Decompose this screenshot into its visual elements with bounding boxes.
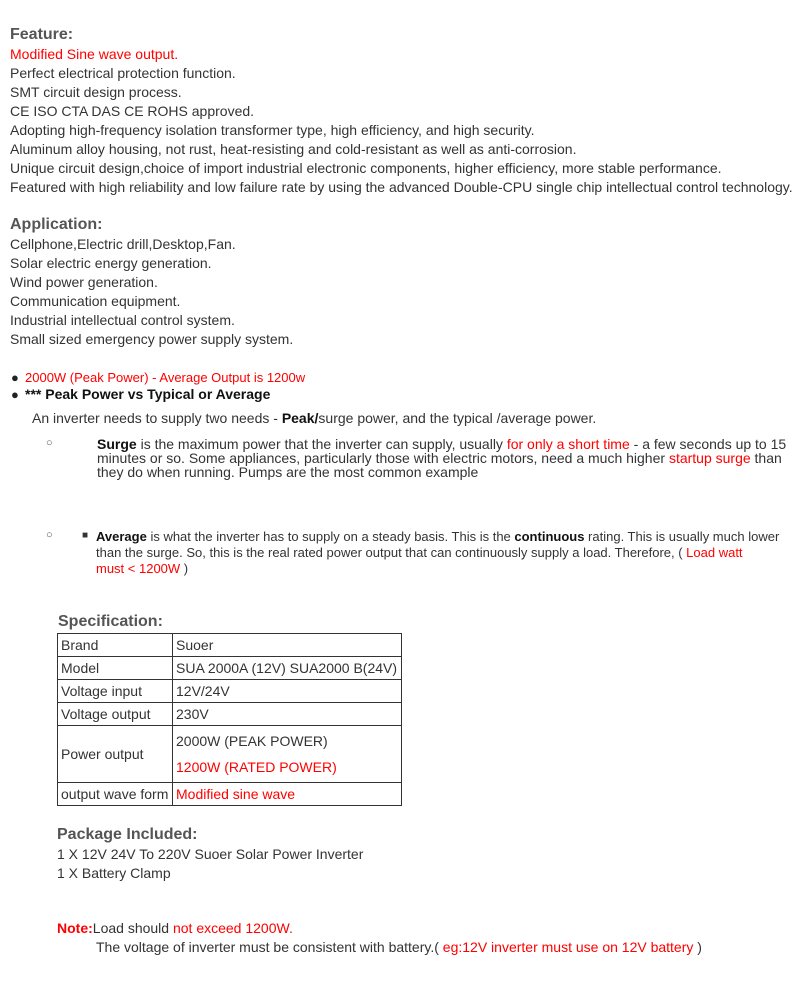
power-peak-value: 2000W (PEAK POWER) bbox=[176, 733, 328, 749]
feature-heading: Feature: bbox=[10, 26, 74, 43]
application-item: Industrial intellectual control system. bbox=[10, 312, 235, 328]
note-text: The voltage of inverter must be consistent with battery.( bbox=[96, 939, 443, 955]
average-continuous: continuous bbox=[514, 529, 585, 544]
peak-power-bullet: 2000W (Peak Power) - Average Output is 1200w bbox=[25, 370, 306, 385]
average-term: Average bbox=[96, 529, 147, 544]
application-item: Communication equipment. bbox=[10, 293, 181, 309]
inverter-intro bbox=[32, 410, 596, 426]
average-line bbox=[96, 545, 779, 561]
feature-item: Featured with high reliability and low failure rate by using the advanced Double-CPU single chip intellectual control technology. bbox=[10, 179, 793, 195]
average-line bbox=[96, 529, 779, 545]
surge-text: - a few seconds up to 15 bbox=[629, 436, 787, 452]
spec-value: Suoer bbox=[173, 634, 402, 657]
spec-label: Brand bbox=[58, 634, 173, 657]
spec-label: output wave form bbox=[58, 783, 173, 806]
surge-line bbox=[97, 451, 786, 465]
package-heading: Package Included: bbox=[57, 826, 198, 843]
package-list bbox=[57, 845, 363, 883]
circle-bullet-icon: ○ bbox=[46, 529, 53, 541]
note-line bbox=[96, 939, 702, 955]
application-item: Small sized emergency power supply system. bbox=[10, 331, 294, 347]
spec-label: Voltage output bbox=[58, 703, 173, 726]
specification-heading: Specification: bbox=[58, 613, 163, 630]
spec-label: Model bbox=[58, 657, 173, 680]
table-row bbox=[58, 703, 402, 726]
note-label: Note: bbox=[57, 920, 93, 936]
application-item: Solar electric energy generation. bbox=[10, 255, 212, 271]
average-line bbox=[96, 561, 779, 577]
feature-item: SMT circuit design process. bbox=[10, 84, 182, 100]
average-highlight: must < 1200W bbox=[96, 561, 181, 576]
note-highlight: eg:12V inverter must use on 12V battery bbox=[442, 939, 694, 955]
circle-bullet-icon: ○ bbox=[46, 437, 53, 449]
table-row bbox=[58, 657, 402, 680]
average-text: than the surge. So, this is the real rated power output that can continuously supply a load. Therefore, ( bbox=[96, 545, 687, 560]
feature-item: Modified Sine wave output. bbox=[10, 46, 179, 62]
average-highlight: Load watt bbox=[686, 545, 743, 560]
surge-line bbox=[97, 437, 786, 451]
application-heading: Application: bbox=[10, 216, 103, 233]
spec-value: SUA 2000A (12V) SUA2000 B(24V) bbox=[173, 657, 402, 680]
table-row bbox=[58, 634, 402, 657]
surge-paragraph bbox=[97, 437, 786, 479]
surge-highlight: startup surge bbox=[668, 450, 751, 466]
application-list bbox=[10, 235, 293, 349]
power-rated-value: 1200W (RATED POWER) bbox=[176, 759, 337, 775]
average-text: rating. This is usually much lower bbox=[584, 529, 780, 544]
surge-line: they do when running. Pumps are the most common example bbox=[97, 464, 479, 480]
bullet-dot-icon: ● bbox=[11, 387, 19, 402]
application-item: Cellphone,Electric drill,Desktop,Fan. bbox=[10, 236, 236, 252]
package-item: 1 X Battery Clamp bbox=[57, 865, 171, 881]
surge-text: than bbox=[750, 450, 782, 466]
table-row bbox=[58, 783, 402, 806]
note-text: ) bbox=[693, 939, 702, 955]
average-text: is what the inverter has to supply on a steady basis. This is the bbox=[146, 529, 515, 544]
peak-vs-typical-bullet: *** Peak Power vs Typical or Average bbox=[25, 386, 271, 402]
average-text: ) bbox=[180, 561, 189, 576]
surge-highlight: for only a short time bbox=[506, 436, 630, 452]
surge-text: is the maximum power that the inverter can supply, usually bbox=[136, 436, 507, 452]
feature-item: CE ISO CTA DAS CE ROHS approved. bbox=[10, 103, 255, 119]
spec-value: Modified sine wave bbox=[173, 783, 402, 806]
application-item: Wind power generation. bbox=[10, 274, 158, 290]
spec-value: 230V bbox=[173, 703, 402, 726]
note-text: Load should bbox=[92, 920, 173, 936]
note-line bbox=[57, 920, 293, 936]
intro-text: surge power, and the typical /average power. bbox=[318, 410, 597, 426]
specification-table bbox=[57, 633, 402, 806]
feature-item: Adopting high-frequency isolation transformer type, high efficiency, and high security. bbox=[10, 122, 535, 138]
table-row bbox=[58, 726, 402, 783]
table-row bbox=[58, 680, 402, 703]
spec-label: Power output bbox=[58, 726, 173, 783]
intro-peak: Peak/ bbox=[281, 410, 319, 426]
square-bullet-icon: ■ bbox=[82, 530, 89, 541]
spec-label: Voltage input bbox=[58, 680, 173, 703]
feature-item: Aluminum alloy housing, not rust, heat-resisting and cold-resistant as well as anti-corrosion. bbox=[10, 141, 577, 157]
surge-text: minutes or so. Some appliances, particularly those with electric motors, need a much higher bbox=[97, 450, 669, 466]
intro-text: An inverter needs to supply two needs - bbox=[32, 410, 282, 426]
feature-item: Perfect electrical protection function. bbox=[10, 65, 236, 81]
spec-value: 12V/24V bbox=[173, 680, 402, 703]
spec-value bbox=[173, 726, 402, 783]
package-item: 1 X 12V 24V To 220V Suoer Solar Power Inverter bbox=[57, 846, 364, 862]
feature-list bbox=[10, 45, 793, 197]
feature-item: Unique circuit design,choice of import industrial electronic components, higher efficiency, more stable performance. bbox=[10, 160, 722, 176]
average-paragraph bbox=[96, 529, 779, 577]
surge-term: Surge bbox=[97, 436, 137, 452]
bullet-dot-icon: ● bbox=[11, 370, 19, 385]
note-highlight: not exceed 1200W. bbox=[172, 920, 293, 936]
